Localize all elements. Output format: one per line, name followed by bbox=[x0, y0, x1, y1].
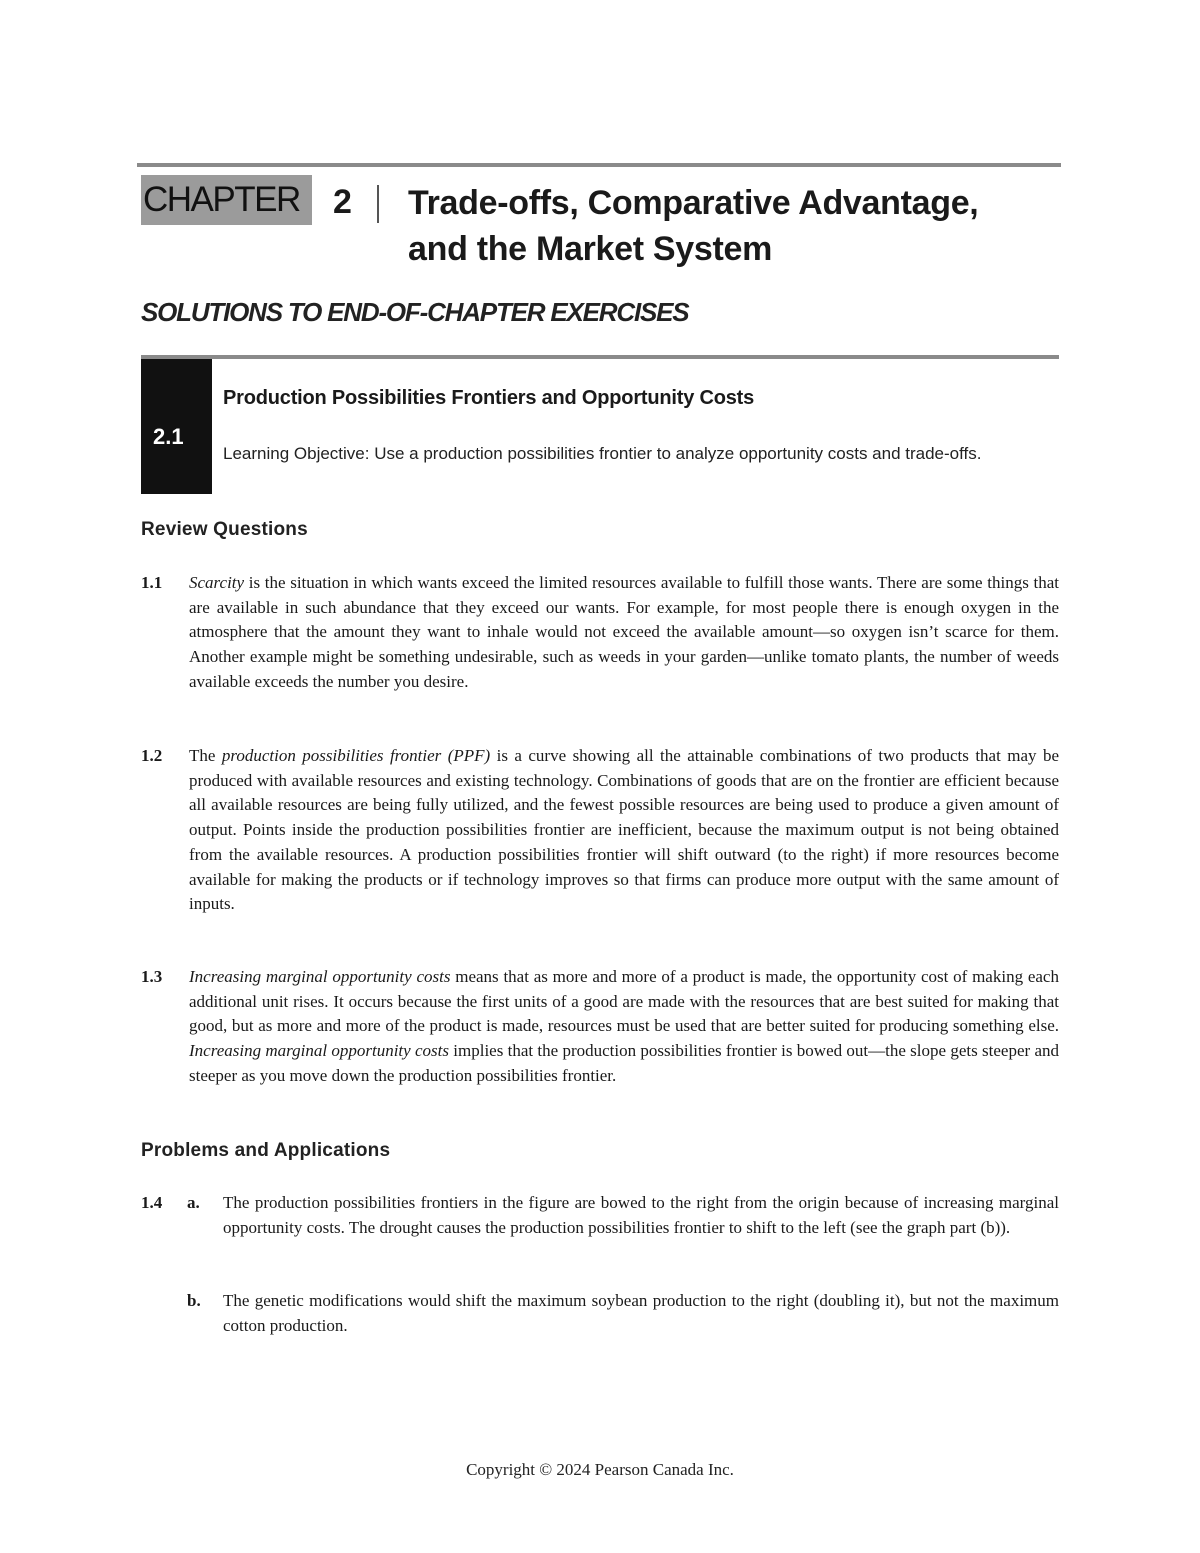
objective-number: 2.1 bbox=[153, 424, 184, 449]
answer-text: is the situation in which wants exceed the limited resources available to fulfill those wants. There are some things that are available in such abundance that they exceed our wants. For example, for most people there is enough oxygen in the atmosphere that the amount they want to inhale would not exceed the available amount—so oxygen isn’t scarce for them. Another example might be something undesirable, such as weeds in your garden—unlike tomato plants, the number of weeds available exceeds the number you desire. bbox=[189, 573, 1059, 691]
key-term: production possibilities frontier (PPF) bbox=[221, 746, 491, 765]
question-number: 1.1 bbox=[141, 573, 163, 592]
copyright-footer: Copyright © 2024 Pearson Canada Inc. bbox=[466, 1460, 734, 1479]
chapter-label: CHAPTER bbox=[141, 175, 312, 225]
question-number: 1.3 bbox=[141, 967, 163, 986]
question-answer bbox=[189, 744, 1059, 917]
chapter-title bbox=[408, 180, 978, 272]
question-answer bbox=[189, 571, 1059, 695]
objective-rule bbox=[141, 355, 1059, 359]
learning-objective: Learning Objective: Use a production possibilities frontier to analyze opportunity costs and trade-offs. bbox=[223, 444, 982, 463]
section-heading: SOLUTIONS TO END-OF-CHAPTER EXERCISES bbox=[141, 297, 689, 327]
part-text: The genetic modifications would shift the maximum soybean production to the right (doubling it), but not the maximum cotton production. bbox=[223, 1291, 1059, 1335]
key-term: Scarcity bbox=[189, 573, 245, 592]
problem-1-4a bbox=[141, 1191, 1059, 1240]
answer-text: implies that the production possibilities frontier is bowed out—the slope gets steeper and steeper as you move down the production possibilities frontier. bbox=[189, 1041, 1059, 1085]
question-answer bbox=[189, 965, 1059, 1089]
chapter-number: 2 bbox=[333, 183, 352, 221]
answer-text: is a curve showing all the attainable combinations of two products that may be produced with available resources and existing technology. Combinations of goods that are on the frontier are efficient because all available resources are being fully utilized, and the fewest possible resources are being used to produce a given amount of output. Points inside the production possibilities frontier are inefficient, because the maximum output is not being obtained from the available resources. A production possibilities frontier will shift outward (to the right) if more resources become available for making the products or if technology improves so that firms can produce more output with the same amount of inputs. bbox=[189, 746, 1059, 914]
chapter-separator bbox=[377, 185, 379, 223]
chapter-title-line1: Trade-offs, Comparative Advantage, bbox=[408, 184, 979, 222]
part-letter: a. bbox=[187, 1193, 200, 1212]
problems-heading: Problems and Applications bbox=[141, 1140, 391, 1161]
question-1-1 bbox=[141, 571, 1059, 695]
objective-title: Production Possibilities Frontiers and Opportunity Costs bbox=[223, 387, 755, 409]
answer-lead: The bbox=[189, 746, 222, 765]
review-questions-heading: Review Questions bbox=[141, 519, 308, 540]
key-term: Increasing marginal opportunity costs bbox=[189, 967, 451, 986]
top-rule bbox=[137, 163, 1061, 167]
problem-1-4b bbox=[141, 1289, 1059, 1338]
answer-text: means that as more and more of a product is made, the opportunity cost of making each additional unit rises. It occurs because the first units of a good are made with the resources that are best suited for making that good, but as more and more of the product is made, resources must be used that are better suited for producing something else. bbox=[189, 967, 1059, 1036]
problem-number: 1.4 bbox=[141, 1193, 163, 1212]
question-number: 1.2 bbox=[141, 746, 163, 765]
key-term: Increasing marginal opportunity costs bbox=[189, 1041, 449, 1061]
part-text: The production possibilities frontiers in the figure are bowed to the right from the origin because of increasing marginal opportunity costs. The drought causes the production possibilities frontier to shift to the left (see the graph part (b)). bbox=[223, 1193, 1059, 1237]
part-letter: b. bbox=[187, 1291, 201, 1310]
chapter-title-line2: and the Market System bbox=[408, 230, 773, 268]
question-1-3 bbox=[141, 965, 1059, 1089]
question-1-2 bbox=[141, 744, 1059, 917]
